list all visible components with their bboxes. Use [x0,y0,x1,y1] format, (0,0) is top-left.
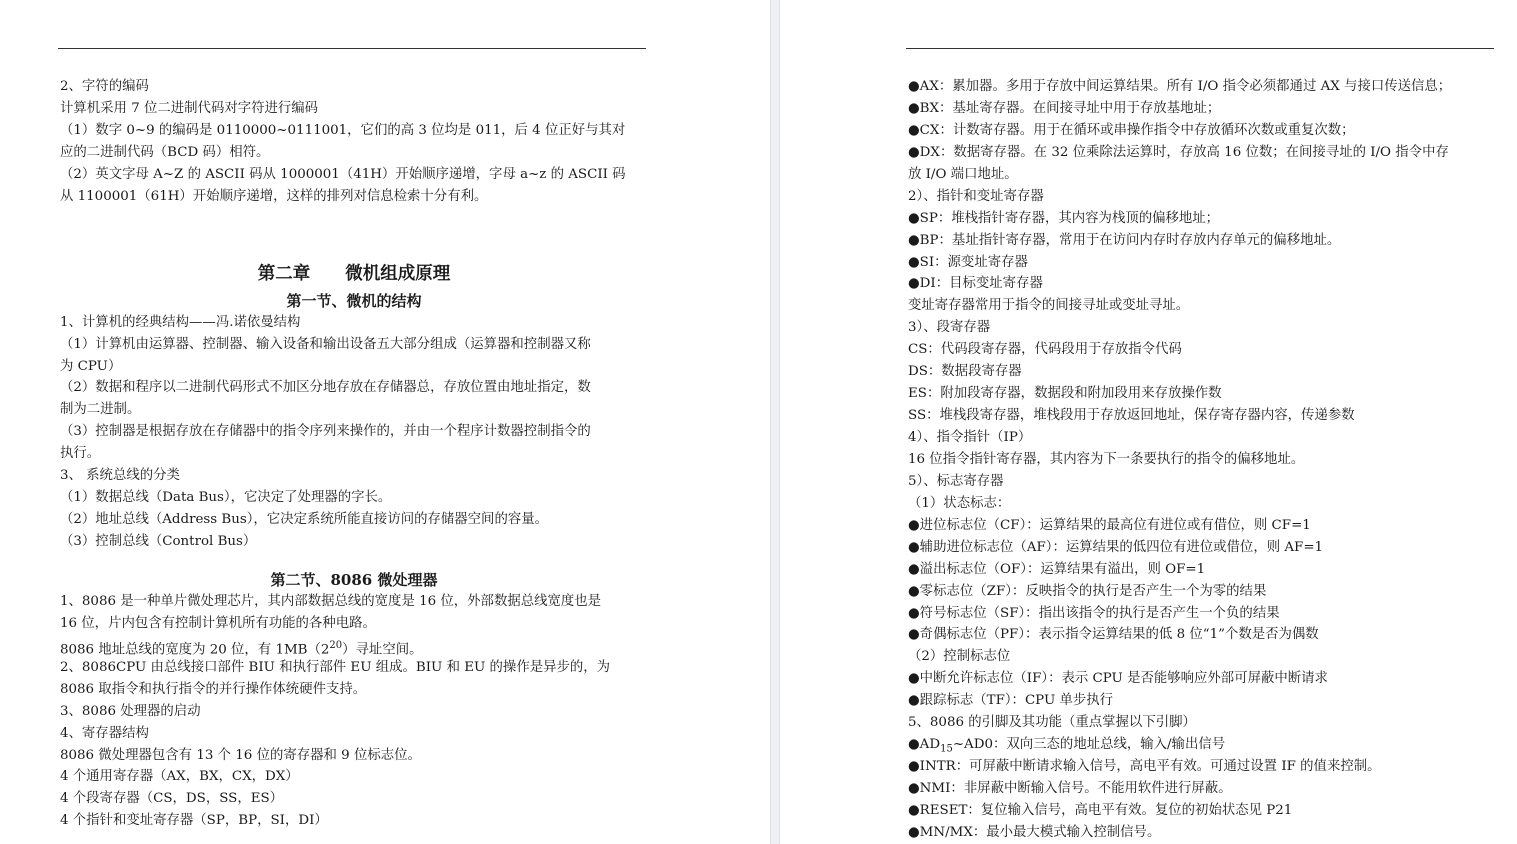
text-line: 执行。 [60,446,101,462]
text-line: 4）、指令指针（IP） [908,430,1032,445]
text-line: ●DX：数据寄存器。在 32 位乘除法运算时，存放高 16 位数；在间接寻址的 I/O 指令中存 [908,144,1449,160]
text-line: 计算机采用 7 位二进制代码对字符进行编码 [60,100,319,116]
text-line: 变址寄存器常用于指令的间接寻址或变址寻址。 [908,298,1190,314]
text-line: 应的二进制代码（BCD 码）相符。 [60,144,270,160]
text-line: 16 位，片内包含有控制计算机所有功能的各种电路。 [60,615,376,631]
document-page-right [780,0,1517,844]
text-block [60,76,648,208]
text-block [908,76,1496,734]
text-line: 1、8086 是一种单片微处理芯片，其内部数据总线的宽度是 16 位，外部数据总线宽度也是 [60,593,602,609]
text-line: 4 个通用寄存器（AX，BX，CX，DX） [60,769,299,785]
text-block [60,591,648,635]
text-line: 5）、标志寄存器 [908,473,1004,489]
text-line: ●SI：源变址寄存器 [908,254,1028,270]
text-line: ●中断允许标志位（IF）：表示 CPU 是否能够响应外部可屏蔽中断请求 [908,671,1328,687]
text-line: ●零标志位（ZF）：反映指令的执行是否产生一个为零的结果 [908,583,1267,599]
section-title: 第二节、8086 微处理器 [270,570,438,589]
text-line: 3）、段寄存器 [908,320,991,336]
text-line: ●DI：目标变址寄存器 [908,276,1043,292]
text-line: 放 I/O 端口地址。 [908,166,1018,182]
page-content [60,76,648,832]
text-line: 3、8086 处理器的启动 [60,703,201,719]
text-line: ●AX：累加器。多用于存放中间运算结果。所有 I/O 指令必须都通过 AX 与接口传送信息； [908,79,1452,94]
text-line: ●INTR：可屏蔽中断请求输入信号，高电平有效。可通过设置 IF 的值来控制。 [908,759,1381,775]
text-line: （3）控制器是根据存放在存储器中的指令序列来操作的，并由一个程序计数器控制指令的 [60,424,591,440]
text-line: ●CX：计数寄存器。用于在循环或串操作指令中存放循环次数或重复次数； [908,122,1355,138]
text-line: 1、计算机的经典结构——冯.诺依曼结构 [60,314,301,330]
text-line: 2）、指针和变址寄存器 [908,188,1044,204]
text-line: 16 位指令指针寄存器，其内容为下一条要执行的指令的偏移地址。 [908,451,1305,467]
text-line: ●BP：基址指针寄存器，常用于在访问内存时存放内存单元的偏移地址。 [908,232,1341,248]
text-line: 8086 微处理器包含有 13 个 16 位的寄存器和 9 位标志位。 [60,747,421,763]
page-gutter [770,0,780,844]
text-line: ●RESET：复位输入信号，高电平有效。复位的初始状态见 P21 [908,802,1293,818]
text-line: 5、8086 的引脚及其功能（重点掌握以下引脚） [908,715,1196,731]
text-line: （2）控制标志位 [908,649,1011,665]
text-line: （1）状态标志： [908,495,1011,511]
text-block [60,657,648,833]
text-line: 从 1100001（61H）开始顺序递增，这样的排列对信息检索十分有利。 [60,188,488,204]
text-block [60,312,648,553]
text-line: ●BX：基址寄存器。在间接寻址中用于存放基地址； [908,100,1221,116]
text-line: ●进位标志位（CF）：运算结果的最高位有进位或有借位，则 CF=1 [908,517,1311,533]
text-line: （1）计算机由运算器、控制器、输入设备和输出设备五大部分组成（运算器和控制器又称 [60,336,591,352]
text-line: （2）数据和程序以二进制代码形式不加区分地存放在存储器总，存放位置由地址指定，数 [60,380,591,396]
text-line: （2）英文字母 A~Z 的 ASCII 码从 1000001（41H）开始顺序递增，字母 a~z 的 ASCII 码 [60,166,626,182]
text-line: ES：附加段寄存器，数据段和附加段用来存放操作数 [908,386,1222,402]
header-rule [906,48,1494,49]
text-line: （2）地址总线（Address Bus），它决定系统所能直接访问的存储器空间的容量。 [60,512,549,528]
text-line: ●跟踪标志（TF）：CPU 单步执行 [908,693,1114,709]
text-line: ●NMI：非屏蔽中断输入信号。不能用软件进行屏蔽。 [908,781,1232,796]
text-line: ●SP：堆栈指针寄存器，其内容为栈顶的偏移地址； [908,210,1220,226]
text-line: 2、字符的编码 [60,79,149,94]
text-line: ●奇偶标志位（PF）：表示指令运算结果的低 8 位“1”个数是否为偶数 [908,627,1319,643]
text-line: 3、 系统总线的分类 [60,468,180,484]
text-line: （3）控制总线（Control Bus） [60,534,257,549]
text-line: 4 个段寄存器（CS，DS，SS，ES） [60,791,284,807]
text-line: CS：代码段寄存器，代码段用于存放指令代码 [908,342,1182,358]
text-line: DS：数据段寄存器 [908,364,1022,380]
text-block [908,756,1496,844]
text-line: （1）数字 0~9 的编码是 0110000~0111001，它们的高 3 位均是 011，后 4 位正好与其对 [60,122,626,138]
ad-pin-line: $●AD_{15}\sim AD0$：双向三态的地址总线，输入/输出信号 [908,737,1226,755]
text-line: 8086 取指令和执行指令的并行操作体统硬件支持。 [60,681,367,697]
text-line: SS：堆栈段寄存器，堆栈段用于存放返回地址，保存寄存器内容，传递参数 [908,408,1355,424]
text-line: 2、8086CPU 由总线接口部件 BIU 和执行部件 EU 组成。BIU 和 EU 的操作是异步的，为 [60,659,611,675]
text-line: ●溢出标志位（OF）：运算结果有溢出，则 OF=1 [908,561,1206,577]
text-line: 4 个指针和变址寄存器（SP，BP，SI，DI） [60,813,328,829]
text-line: 为 CPU） [60,358,122,374]
text-line: 4、寄存器结构 [60,725,149,741]
header-rule [58,48,646,49]
text-line: 制为二进制。 [60,402,141,418]
address-bus-line: 8086 地址总线的宽度为 20 位，有 $1MB(2^{20})$寻址空间。 [60,639,423,658]
chapter-title: 第二章 微机组成原理 [257,263,451,284]
text-line: ●MN/MX：最小最大模式输入控制信号。 [908,824,1161,840]
page-content [908,76,1496,844]
text-line: （1）数据总线（Data Bus），它决定了处理器的字长。 [60,490,392,506]
text-line: ●辅助进位标志位（AF）：运算结果的低四位有进位或借位，则 AF=1 [908,539,1324,555]
section-title: 第一节、微机的结构 [286,291,422,310]
text-line: ●符号标志位（SF）：指出该指令的执行是否产生一个负的结果 [908,605,1280,621]
